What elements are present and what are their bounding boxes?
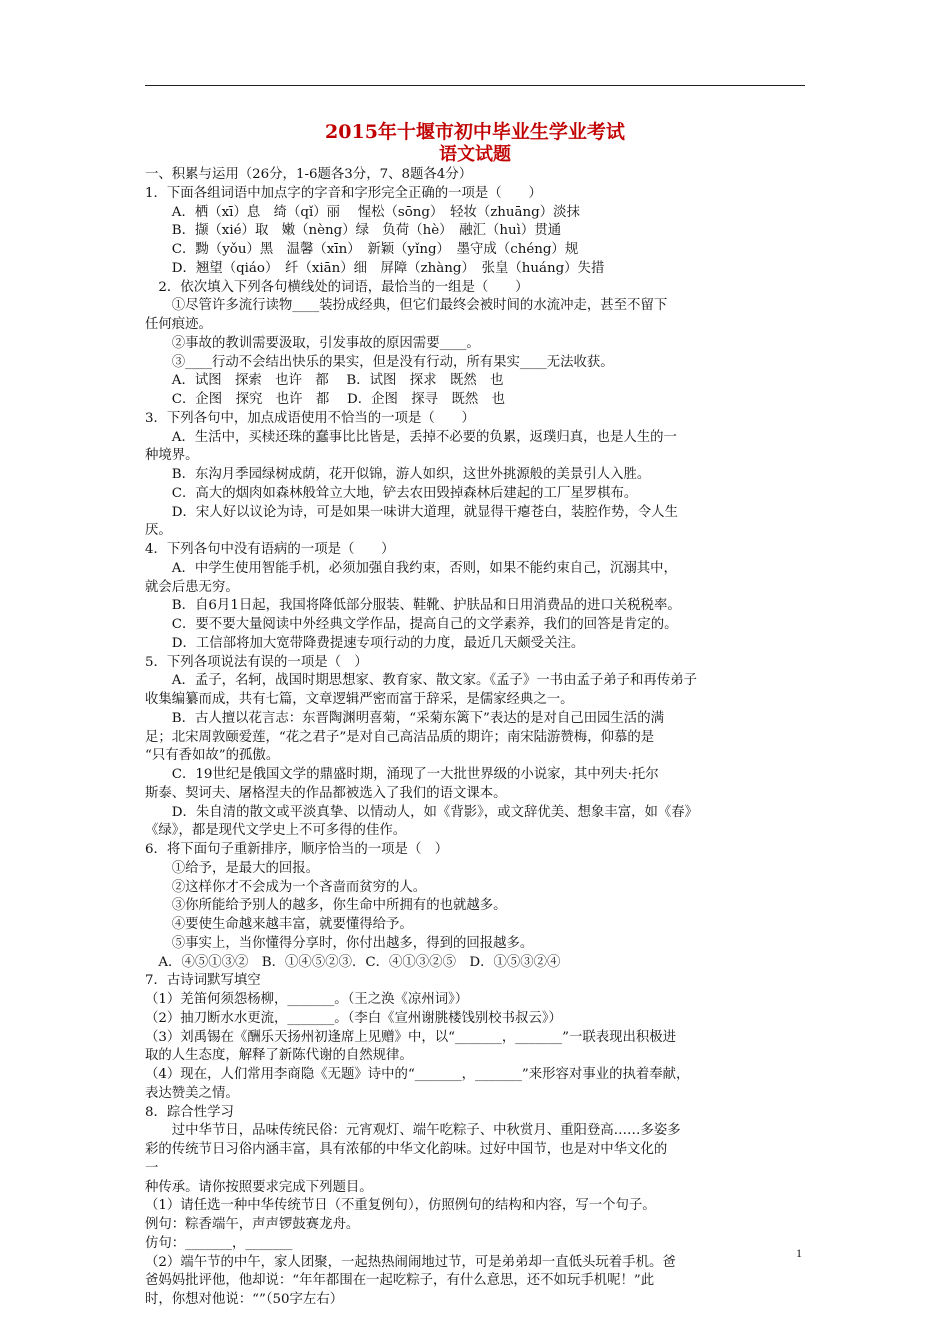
text-line: A．试图 探索 也许 都 B．试图 探求 既然 也 xyxy=(145,373,504,389)
text-line: （1）请任选一种中华传统节日（不重复例句），仿照例句的结构和内容，写一个句子。 xyxy=(145,1198,656,1214)
text-line: 就会后患无穷。 xyxy=(145,579,239,595)
text-line: A．栖（xī）息 绮（qǐ）丽 惺松（sōng） 轻妆（zhuāng）淡抹 xyxy=(145,204,580,220)
text-line: 5．下列各项说法有误的一项是（ ） xyxy=(145,654,368,670)
text-line: ③你所能给予别人的越多，你生命中所拥有的也就越多。 xyxy=(145,898,507,914)
text-line: 爸妈妈批评他，他却说：“年年都围在一起吃粽子，有什么意思，还不如玩手机呢！”此 xyxy=(145,1273,655,1289)
text-line: ①尽管许多流行读物____装扮成经典，但它们最终会被时间的水流冲走，甚至不留下 xyxy=(145,298,668,314)
text-line: B．撷（xié）取 嫩（nèng）绿 负荷（hè） 融汇（huì）贯通 xyxy=(145,223,562,239)
text-line: 仿句：_______，_______ xyxy=(145,1235,293,1251)
text-line: （1）羌笛何须怨杨柳，_______。（王之涣《凉州词》） xyxy=(145,992,469,1007)
text-line: 任何痕迹。 xyxy=(145,317,212,332)
text-line: ⑤事实上，当你懂得分享时，你付出越多，得到的回报越多。 xyxy=(145,935,534,951)
text-line: 取的人生态度，解释了新陈代谢的自然规律。 xyxy=(145,1048,413,1064)
text-line: （3）刘禹锡在《酬乐天扬州初逢席上见赠》中，以“_______，_______”一联表现出积极进 xyxy=(145,1029,677,1045)
text-line: 种传承。请你按照要求完成下列题目。 xyxy=(145,1179,373,1195)
text-line: ②这样你才不会成为一个吝啬而贫穷的人。 xyxy=(145,879,427,895)
text-line: C．19世纪是俄国文学的鼎盛时期，涌现了一大批世界级的小说家，其中列夫·托尔 xyxy=(145,767,659,782)
text-line: A．生活中，买椟还珠的蠢事比比皆是，丢掉不必要的负累，返璞归真，也是人生的一 xyxy=(145,429,677,445)
text-line: 4．下列各句中没有语病的一项是（ ） xyxy=(145,542,395,557)
text-line: 2．依次填入下列各句横线处的词语，最恰当的一组是（ ） xyxy=(145,279,529,295)
text-line: 一 xyxy=(145,1160,159,1176)
text-line: 彩的传统节日习俗内涵丰富，具有浓郁的中华文化韵味。过好中国节，也是对中华文化的 xyxy=(145,1142,668,1157)
text-line: D．工信部将加大宽带降费提速专项行动的力度，最近几天颇受关注。 xyxy=(145,635,585,651)
text-line: ④要使生命越来越丰富，就要懂得给予。 xyxy=(145,917,413,932)
text-line: 《绿》，都是现代文学史上不可多得的佳作。 xyxy=(145,823,407,839)
text-line: D．朱自清的散文或平淡真挚、以情动人，如《背影》，或文辞优美、想象丰富，如《春》 xyxy=(145,804,699,820)
text-line: 例句：粽香端午，声声锣鼓赛龙舟。 xyxy=(145,1217,360,1232)
text-line: A．④⑤①③② B．①④⑤②③．C．④①③②⑤ D．①⑤③②④ xyxy=(145,954,561,970)
text-line: D．宋人好以议论为诗，可是如果一味讲大道理，就显得干瘪苍白，装腔作势，令人生 xyxy=(145,504,678,520)
text-line: 足；北宋周敦颐爱莲，“花之君子”是对自己高洁品质的期许；南宋陆游赞梅，仰慕的是 xyxy=(145,729,655,745)
text-line: D．翘望（qiáo） 纤（xiān）细 屏障（zhàng） 张皇（huáng）失措 xyxy=(145,260,605,276)
text-line: 8．踪合性学习 xyxy=(145,1104,234,1120)
text-line: C．黝（yǒu）黑 温馨（xīn） 新颖（yǐng） 墨守成（chéng）规 xyxy=(145,242,579,257)
text-line: B．东沟月季园绿树成荫，花开似锦，游人如织，这世外挑源般的美景引人入胜。 xyxy=(145,467,651,482)
text-line: C．要不要大量阅读中外经典文学作品，提高自己的文学素养，我们的回答是肯定的。 xyxy=(145,617,678,632)
text-line: 时，你想对他说：“”（50字左右） xyxy=(145,1292,344,1307)
text-line: 表达赞美之情。 xyxy=(145,1085,239,1101)
text-line: 1．下面各组词语中加点字的字音和字形完全正确的一项是（ ） xyxy=(145,185,542,201)
text-line: 收集编纂而成，共有七篇，文章逻辑严密而富于辞采，是儒家经典之一。 xyxy=(145,692,574,707)
text-line: 种境界。 xyxy=(145,448,199,464)
text-line: 过中华节日，品味传统民俗：元宵观灯、端午吃粽子、中秋赏月、重阳登高……多姿多 xyxy=(145,1123,681,1139)
text-line: A．孟子，名轲，战国时期思想家、教育家、散文家。《孟子》一书由孟子弟子和再传弟子 xyxy=(145,673,697,689)
question-body xyxy=(145,166,807,1310)
text-line: （2）抽刀断水水更流，_______。（李白《宣州谢朓楼饯别校书叔云》） xyxy=(145,1010,562,1026)
text-line: 斯泰、契诃夫、屠格涅夫的作品都被选入了我们的语文课本。 xyxy=(145,785,507,801)
exam-subtitle: 语文试题 xyxy=(439,144,511,165)
text-line: “只有香如故”的孤傲。 xyxy=(145,748,280,764)
text-line: C．高大的烟肉如森林般耸立大地，铲去农田毁掉森林后建起的工厂星罗棋布。 xyxy=(145,485,638,501)
text-line: ③____行动不会结出快乐的果实，但是没有行动，所有果实____无法收获。 xyxy=(145,354,614,370)
text-line: 6．将下面句子重新排序，顺序恰当的一项是（ ） xyxy=(145,842,449,857)
text-line: 3．下列各句中，加点成语使用不恰当的一项是（ ） xyxy=(145,410,475,426)
text-line: （2）端午节的中午，家人团聚，一起热热闹闹地过节，可是弟弟却一直低头玩着手机。爸 xyxy=(145,1254,676,1270)
text-line: 7．古诗词默写填空 xyxy=(145,973,261,989)
text-line: B．自6月1日起，我国将降低部分服装、鞋靴、护肤品和日用消费品的进口关税税率。 xyxy=(145,598,681,614)
text-line: A．中学生使用智能手机，必须加强自我约束，否则，如果不能约束自己，沉溺其中， xyxy=(145,560,677,576)
text-line: 厌。 xyxy=(145,523,172,539)
text-line: 一、积累与运用（26分，1-6题各3分，7、8题各4分） xyxy=(145,167,473,182)
text-line: ①给予，是最大的回报。 xyxy=(145,860,320,876)
text-line: ②事故的教训需要汲取，引发事故的原因需要____。 xyxy=(145,335,480,351)
text-line: B．古人擅以花言志：东晋陶渊明喜菊，“采菊东篱下”表达的是对自己田园生活的满 xyxy=(145,710,664,726)
page-number: 1 xyxy=(796,1246,802,1260)
exam-title: 2015年十堰市初中毕业生学业考试 xyxy=(325,121,625,143)
text-line: （4）现在，人们常用李商隐《无题》诗中的“_______，_______”来形容对事业的执着奉献， xyxy=(145,1067,690,1082)
text-line: C．企图 探究 也许 都 D．企图 探寻 既然 也 xyxy=(145,392,506,407)
header-rule xyxy=(145,85,805,86)
title-block xyxy=(145,120,805,166)
